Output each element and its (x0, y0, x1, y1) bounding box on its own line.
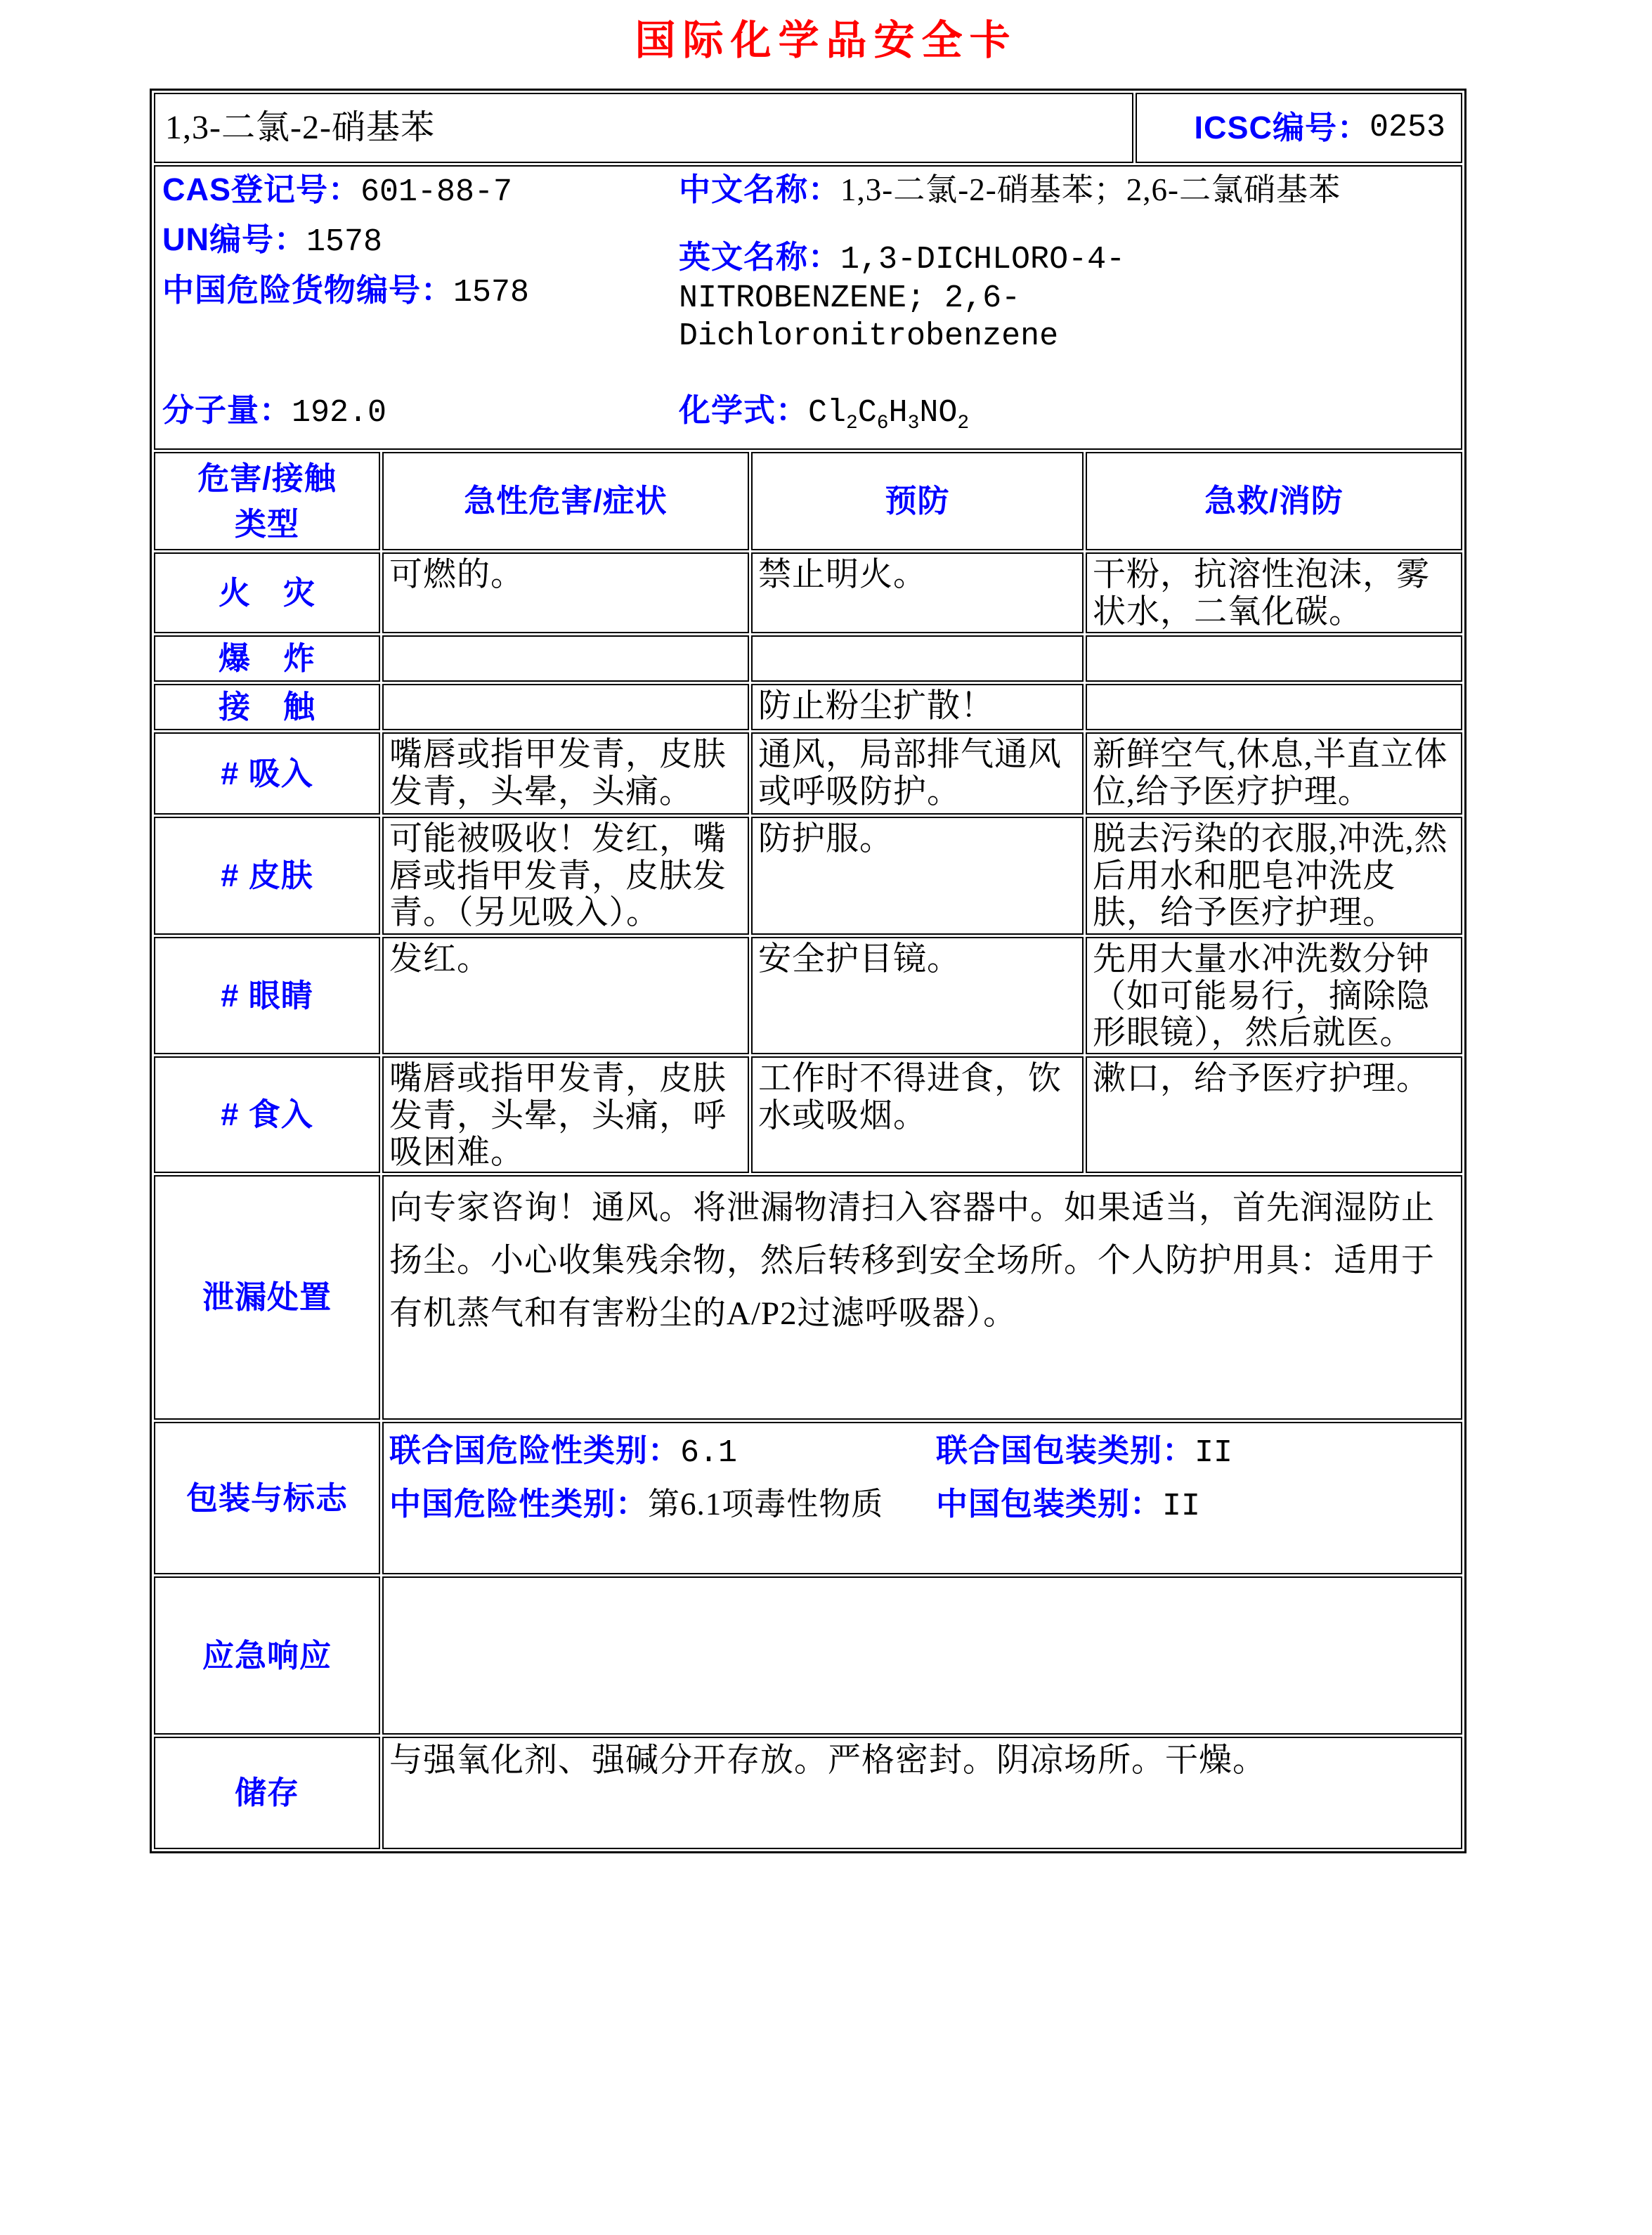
explosion-first-aid (1086, 635, 1462, 682)
un-packing-group (936, 1433, 1233, 1471)
hazard-row-ingestion (154, 1056, 1462, 1173)
packaging-line-china (389, 1486, 1455, 1524)
un-number-line (162, 222, 679, 260)
spill-disposal-row (154, 1175, 1462, 1420)
header-hazard-type-line1: 危害/接触 (197, 460, 337, 496)
icsc-number: 0253 (1369, 109, 1445, 145)
header-prevention: 预防 (751, 452, 1084, 550)
inhalation-symptoms: 嘴唇或指甲发青，皮肤发青，头晕，头痛。 (382, 732, 749, 815)
packaging-content (382, 1422, 1462, 1574)
cas-label: CAS登记号： (162, 171, 361, 207)
chinese-name-line (679, 172, 1455, 207)
spill-disposal-label: 泄漏处置 (154, 1175, 380, 1420)
hazard-row-explosion (154, 635, 1462, 682)
hazard-header-row (154, 452, 1462, 550)
un-hazard-class-value: 6.1 (680, 1435, 738, 1471)
ingestion-symptoms: 嘴唇或指甲发青，皮肤发青，头晕，头痛，呼吸困难。 (382, 1056, 749, 1173)
storage-label: 储存 (154, 1737, 380, 1849)
header-hazard-type (154, 452, 380, 550)
identity-cell (154, 165, 1462, 450)
packaging-line-un (389, 1433, 1455, 1471)
fire-first-aid: 干粉，抗溶性泡沫，雾状水，二氧化碳。 (1086, 552, 1462, 633)
english-name-value: 1,3-DICHLORO-4-NITROBENZENE; 2,6-Dichloronitrobenzene (679, 242, 1126, 355)
china-dg-number-line (162, 273, 679, 311)
identity-left-column (162, 172, 679, 355)
formula-value: $Cl_2C_6H_3NO_2$ (808, 394, 970, 434)
ingestion-first-aid: 漱口，给予医疗护理。 (1086, 1056, 1462, 1173)
contact-symptoms (382, 684, 749, 730)
skin-symptoms: 可能被吸收！发红，嘴唇或指甲发青，皮肤发青。（另见吸入）。 (382, 817, 749, 935)
header-first-aid: 急救/消防 (1086, 452, 1462, 550)
china-hazard-class-label: 中国危险性类别： (389, 1486, 649, 1522)
china-hazard-class-value: 第6.1项毒性物质 (648, 1486, 884, 1522)
emergency-response-label: 应急响应 (154, 1576, 380, 1735)
ingestion-type-label: # 食入 (154, 1056, 380, 1173)
skin-type-label: # 皮肤 (154, 817, 380, 935)
formula-line (679, 393, 969, 434)
explosion-prevention (751, 635, 1084, 682)
cas-value: 601-88-7 (360, 174, 513, 210)
icsc-label: ICSC编号： (1194, 109, 1370, 145)
english-name-label: 英文名称： (679, 239, 841, 276)
chinese-name-value: 1,3-二氯-2-硝基苯；2,6-二氯硝基苯 (840, 172, 1341, 207)
eyes-prevention: 安全护目镜。 (751, 937, 1084, 1054)
molecular-weight-label: 分子量： (162, 391, 292, 428)
ingestion-prevention: 工作时不得进食，饮水或吸烟。 (751, 1056, 1084, 1173)
storage-content: 与强氧化剂、强碱分开存放。严格密封。阴凉场所。干燥。 (382, 1737, 1462, 1849)
chinese-name-label: 中文名称： (679, 171, 841, 207)
eyes-first-aid: 先用大量水冲洗数分钟（如可能易行，摘除隐形眼镜），然后就医。 (1086, 937, 1462, 1054)
un-hazard-class (389, 1433, 936, 1471)
inhalation-prevention: 通风，局部排气通风或呼吸防护。 (751, 732, 1084, 815)
un-label: UN编号： (162, 221, 306, 258)
china-dg-value: 1578 (453, 274, 530, 311)
hazard-row-skin (154, 817, 1462, 935)
skin-first-aid: 脱去污染的衣服,冲洗,然后用水和肥皂冲洗皮肤，给予医疗护理。 (1086, 817, 1462, 935)
un-packing-group-value: II (1195, 1435, 1233, 1471)
header-acute-hazards: 急性危害/症状 (382, 452, 749, 550)
china-hazard-class (389, 1486, 936, 1524)
page-title: 国际化学品安全卡 (635, 16, 1017, 64)
emergency-response-content (382, 1576, 1462, 1735)
safety-card-table (150, 89, 1466, 1853)
fire-type-label: 火 灾 (154, 552, 380, 633)
inhalation-type-label: # 吸入 (154, 732, 380, 815)
storage-row (154, 1737, 1462, 1849)
formula-label: 化学式： (679, 391, 809, 428)
header-hazard-type-line2: 类型 (234, 506, 299, 542)
inhalation-first-aid: 新鲜空气,休息,半直立体位,给予医疗护理。 (1086, 732, 1462, 815)
un-packing-group-label: 联合国包装类别： (936, 1432, 1195, 1468)
fire-symptoms: 可燃的。 (382, 552, 749, 633)
china-dg-label: 中国危险货物编号： (162, 271, 454, 308)
spill-disposal-content: 向专家咨询！通风。将泄漏物清扫入容器中。如果适当，首先润湿防止扬尘。小心收集残余物，然后转移到安全场所。个人防护用具：适用于有机蒸气和有害粉尘的A/P2过滤呼吸器）。 (382, 1175, 1462, 1420)
substance-name: 1,3-二氯-2-硝基苯 (154, 93, 1133, 163)
eyes-type-label: # 眼睛 (154, 937, 380, 1054)
skin-prevention: 防护服。 (751, 817, 1084, 935)
china-packing-group-label: 中国包装类别： (936, 1486, 1163, 1522)
icsc-number-cell (1136, 93, 1462, 163)
packaging-row (154, 1422, 1462, 1574)
fire-prevention: 禁止明火。 (751, 552, 1084, 633)
un-hazard-class-label: 联合国危险性类别： (389, 1432, 681, 1468)
eyes-symptoms: 发红。 (382, 937, 749, 1054)
china-packing-group-value: II (1162, 1489, 1201, 1525)
substance-header-row (154, 93, 1462, 163)
hazard-row-eyes (154, 937, 1462, 1054)
molecular-weight-line (162, 393, 679, 434)
hazard-row-inhalation (154, 732, 1462, 815)
emergency-response-row (154, 1576, 1462, 1735)
contact-type-label: 接 触 (154, 684, 380, 730)
packaging-label: 包装与标志 (154, 1422, 380, 1574)
china-packing-group (936, 1486, 1200, 1524)
contact-first-aid (1086, 684, 1462, 730)
identity-top (162, 172, 1455, 355)
cas-number-line (162, 172, 679, 210)
identity-row (154, 165, 1462, 450)
contact-prevention: 防止粉尘扩散！ (751, 684, 1084, 730)
hazard-row-fire (154, 552, 1462, 633)
identity-bottom (162, 393, 1455, 440)
molecular-weight-value: 192.0 (292, 394, 387, 431)
english-name-line (679, 240, 1325, 354)
explosion-symptoms (382, 635, 749, 682)
hazard-row-contact (154, 684, 1462, 730)
explosion-type-label: 爆 炸 (154, 635, 380, 682)
un-value: 1578 (306, 224, 383, 261)
identity-right-column (679, 172, 1455, 355)
